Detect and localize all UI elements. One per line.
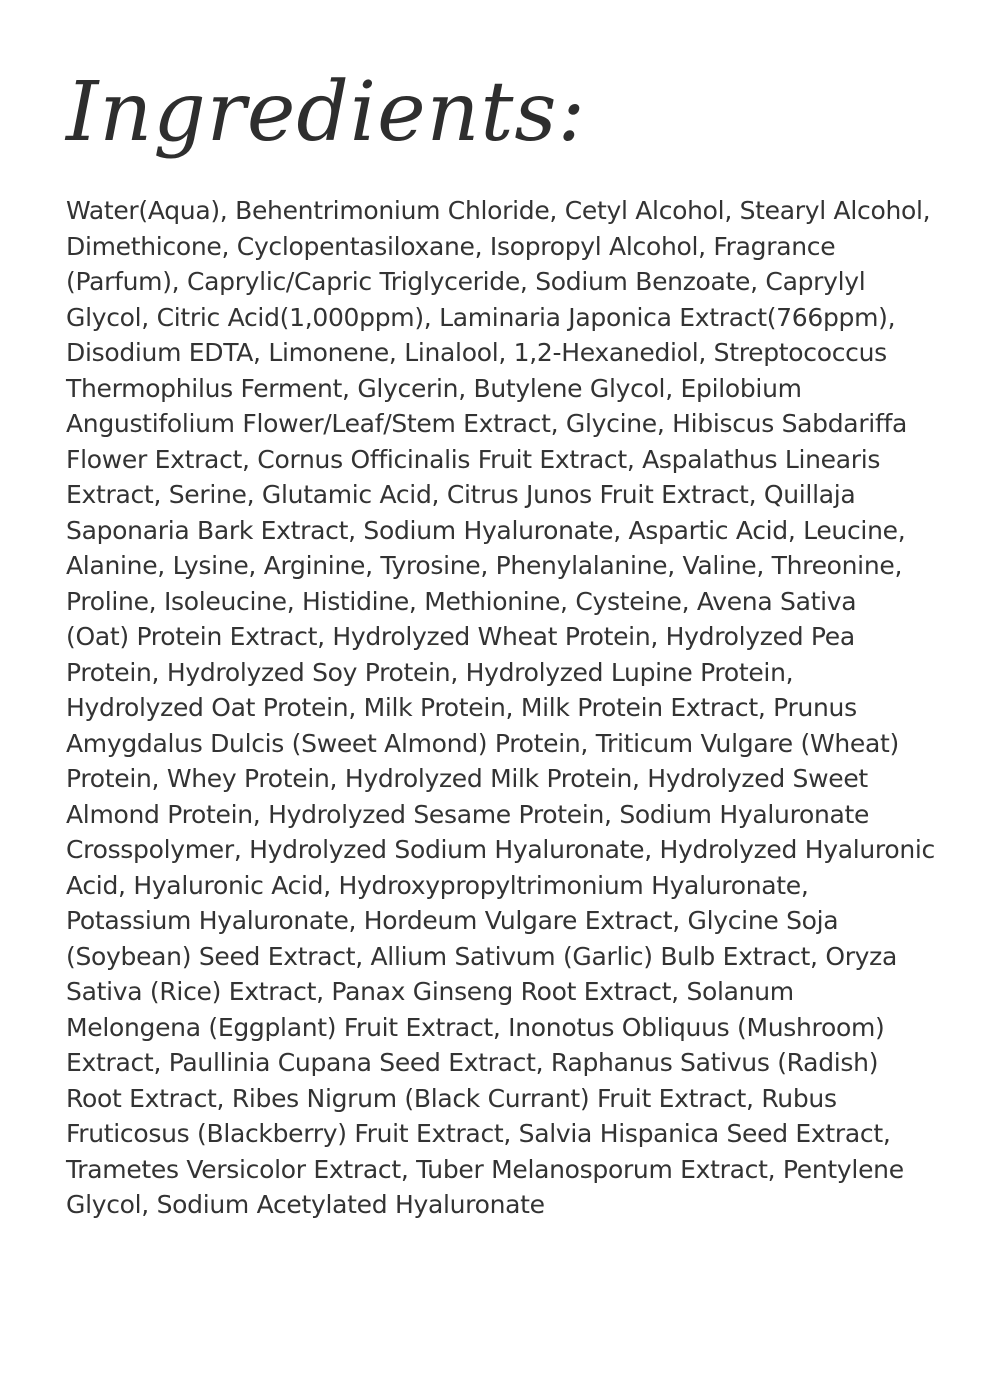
ingredient-line: Trametes Versicolor Extract, Tuber Melanosporum Extract, Pentylene xyxy=(66,1154,904,1184)
ingredient-line: Acid, Hyaluronic Acid, Hydroxypropyltrimonium Hyaluronate, xyxy=(66,870,809,900)
ingredient-line: Potassium Hyaluronate, Hordeum Vulgare Extract, Glycine Soja xyxy=(66,906,839,935)
ingredient-line: Fruticosus (Blackberry) Fruit Extract, Salvia Hispanica Seed Extract, xyxy=(66,1119,891,1148)
ingredient-line: Amygdalus Dulcis (Sweet Almond) Protein, Triticum Vulgare (Wheat) xyxy=(66,728,899,758)
ingredient-line: Hydrolyzed Oat Protein, Milk Protein, Milk Protein Extract, Prunus xyxy=(66,693,857,722)
ingredient-line: Extract, Paullinia Cupana Seed Extract, Raphanus Sativus (Radish) xyxy=(66,1048,879,1077)
ingredient-line: Saponaria Bark Extract, Sodium Hyaluronate, Aspartic Acid, Leucine, xyxy=(66,515,906,545)
ingredient-line: Glycol, Sodium Acetylated Hyaluronate xyxy=(66,1190,545,1219)
ingredient-line: Glycol, Citric Acid(1,000ppm), Laminaria Japonica Extract(766ppm), xyxy=(66,302,896,332)
ingredient-line: Sativa (Rice) Extract, Panax Ginseng Root Extract, Solanum xyxy=(66,977,794,1006)
ingredient-line: Crosspolymer, Hydrolyzed Sodium Hyaluronate, Hydrolyzed Hyaluronic xyxy=(66,835,935,864)
ingredient-line: Proline, Isoleucine, Histidine, Methionine, Cysteine, Avena Sativa xyxy=(66,586,857,616)
ingredient-line: Dimethicone, Cyclopentasiloxane, Isopropyl Alcohol, Fragrance xyxy=(66,231,836,261)
ingredient-line: Angustifolium Flower/Leaf/Stem Extract, Glycine, Hibiscus Sabdariffa xyxy=(66,409,907,438)
ingredient-line: Flower Extract, Cornus Officinalis Fruit Extract, Aspalathus Linearis xyxy=(66,444,881,474)
ingredient-line: Extract, Serine, Glutamic Acid, Citrus Junos Fruit Extract, Quillaja xyxy=(66,480,856,509)
ingredients-heading xyxy=(66,65,587,180)
ingredient-line: Protein, Whey Protein, Hydrolyzed Milk Protein, Hydrolyzed Sweet xyxy=(66,764,868,793)
ingredient-line: (Oat) Protein Extract, Hydrolyzed Wheat Protein, Hydrolyzed Pea xyxy=(66,622,855,651)
ingredient-line: Root Extract, Ribes Nigrum (Black Currant) Fruit Extract, Rubus xyxy=(66,1083,837,1113)
ingredient-line: Almond Protein, Hydrolyzed Sesame Protein, Sodium Hyaluronate xyxy=(66,799,870,829)
ingredient-line: Melongena (Eggplant) Fruit Extract, Inonotus Obliquus (Mushroom) xyxy=(66,1012,885,1042)
ingredient-line: Alanine, Lysine, Arginine, Tyrosine, Phenylalanine, Valine, Threonine, xyxy=(66,551,903,580)
ingredient-line: Water(Aqua), Behentrimonium Chloride, Cetyl Alcohol, Stearyl Alcohol, xyxy=(66,196,931,225)
ingredients-heading-text: Ingredients: xyxy=(66,65,587,160)
ingredient-line: (Parfum), Caprylic/Capric Triglyceride, Sodium Benzoate, Caprylyl xyxy=(66,267,866,296)
ingredient-line: Protein, Hydrolyzed Soy Protein, Hydrolyzed Lupine Protein, xyxy=(66,657,794,687)
ingredient-line: Thermophilus Ferment, Glycerin, Butylene Glycol, Epilobium xyxy=(66,373,802,403)
ingredient-line: Disodium EDTA, Limonene, Linalool, 1,2-Hexanediol, Streptococcus xyxy=(66,338,887,367)
ingredient-line: (Soybean) Seed Extract, Allium Sativum (Garlic) Bulb Extract, Oryza xyxy=(66,941,898,971)
ingredients-list xyxy=(66,193,946,1223)
